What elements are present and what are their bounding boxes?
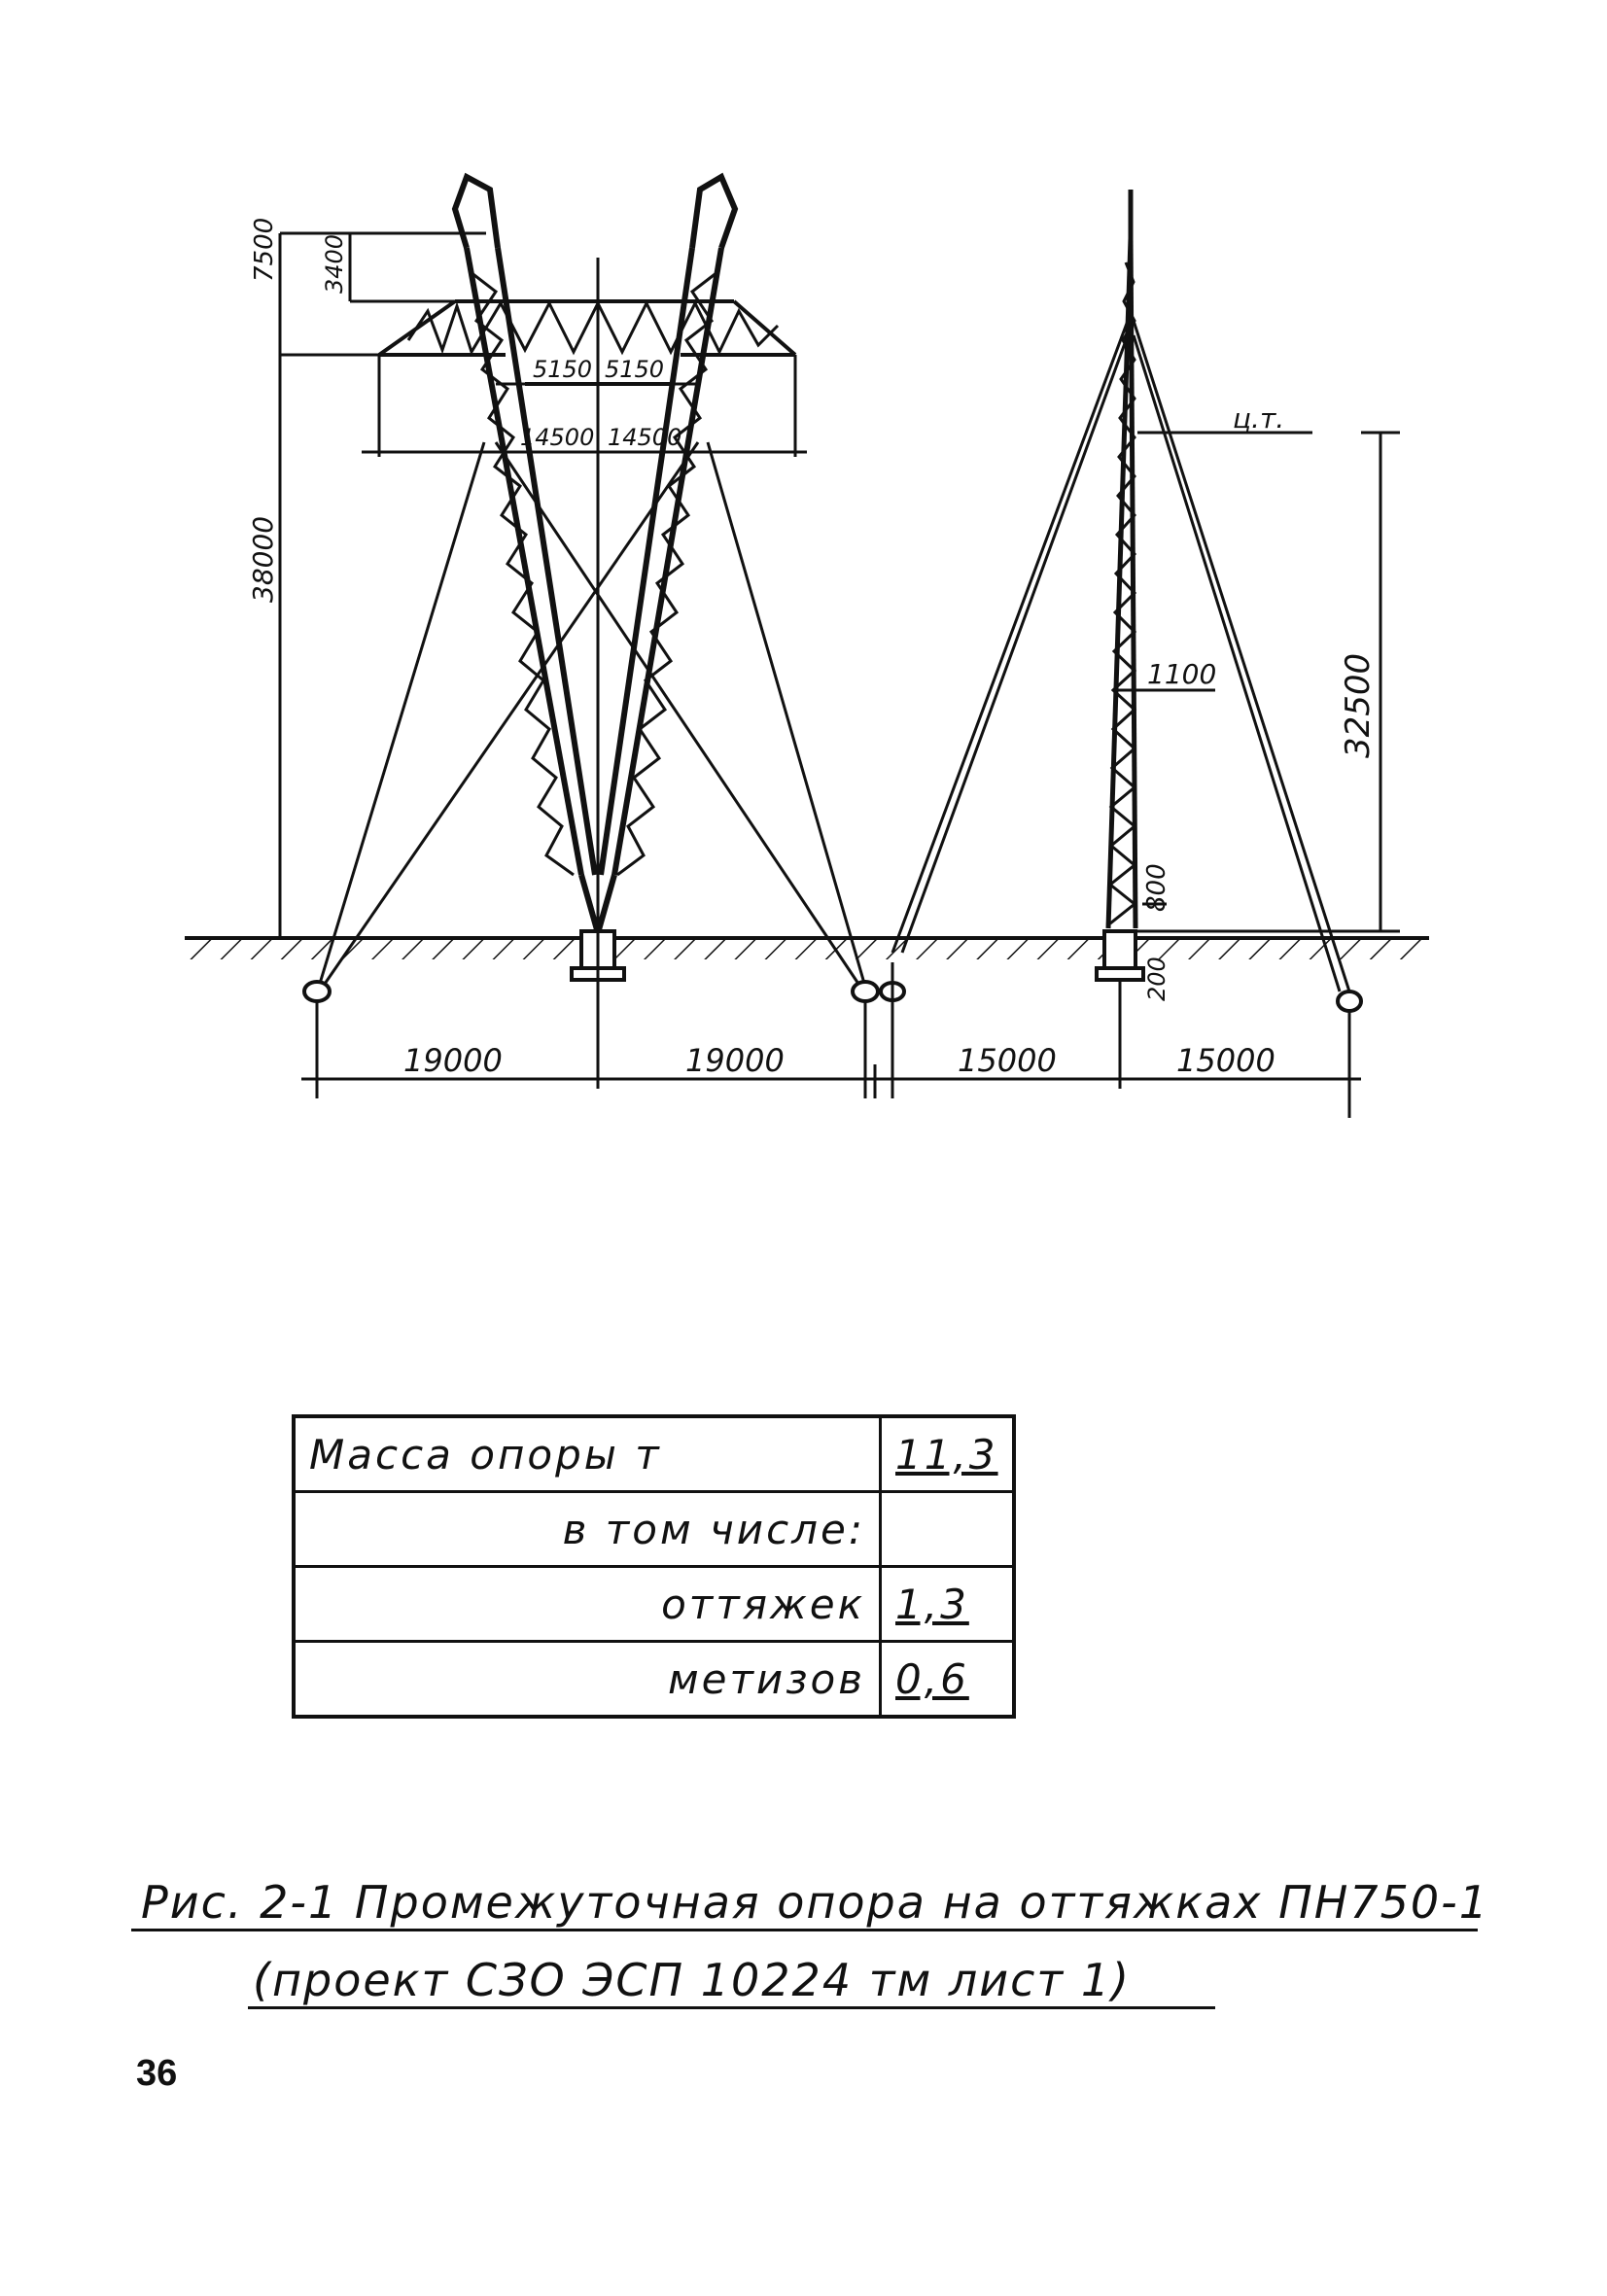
row-label-including: в том числе: xyxy=(294,1492,881,1567)
dim-mast-width: 1100 xyxy=(1147,658,1217,690)
table-row xyxy=(294,1416,1014,1492)
table-row xyxy=(294,1492,1014,1567)
tower-legs-front xyxy=(455,177,735,933)
dim-total-height: 38000 xyxy=(247,515,279,603)
row-value-including xyxy=(881,1492,1014,1567)
dim-attach-left: 14500 xyxy=(520,424,595,451)
dim-inner-left: 5150 xyxy=(533,356,593,383)
ground-line-side xyxy=(865,938,1429,959)
ground-line-front xyxy=(185,938,865,959)
row-value-guys: 1,3 xyxy=(881,1567,1014,1642)
page-number: 36 xyxy=(136,2053,178,2094)
mass-table xyxy=(292,1414,1016,1719)
front-view xyxy=(185,177,880,1098)
figure-caption-line-1: Рис. 2-1 Промежуточная опора на оттяжках ПН750-1 xyxy=(131,1876,1478,1931)
row-label-hardware: метизов xyxy=(294,1642,881,1718)
mast-side xyxy=(1108,190,1135,928)
dim-base-right-side: 15000 xyxy=(1176,1042,1275,1079)
table-row xyxy=(294,1567,1014,1642)
label-center-of-gravity: ц.т. xyxy=(1233,402,1285,435)
table-row xyxy=(294,1642,1014,1718)
row-label-guys: оттяжек xyxy=(294,1567,881,1642)
dim-crossarm-height: 7500 xyxy=(250,217,279,282)
row-value-mass: 11,3 xyxy=(881,1416,1014,1492)
dim-below-ground: 200 xyxy=(1143,957,1170,1001)
row-value-hardware: 0,6 xyxy=(881,1642,1014,1718)
dim-top: 3400 xyxy=(321,233,348,294)
side-view xyxy=(865,190,1429,1118)
dim-base-left-side: 15000 xyxy=(958,1042,1057,1079)
dim-inner-right: 5150 xyxy=(605,356,665,383)
dim-base-left-front: 19000 xyxy=(403,1042,503,1079)
row-label-mass: Масса опоры т xyxy=(294,1416,881,1492)
dim-attach-right: 14500 xyxy=(608,424,682,451)
dim-foot: 800 xyxy=(1142,863,1171,912)
dimension-lines-side xyxy=(875,433,1400,1118)
dim-ct-height: 32500 xyxy=(1339,652,1378,758)
figure-caption-line-2: (проект СЗО ЭСП 10224 тм лист 1) xyxy=(248,1954,1215,2009)
dim-base-right-front: 19000 xyxy=(685,1042,785,1079)
